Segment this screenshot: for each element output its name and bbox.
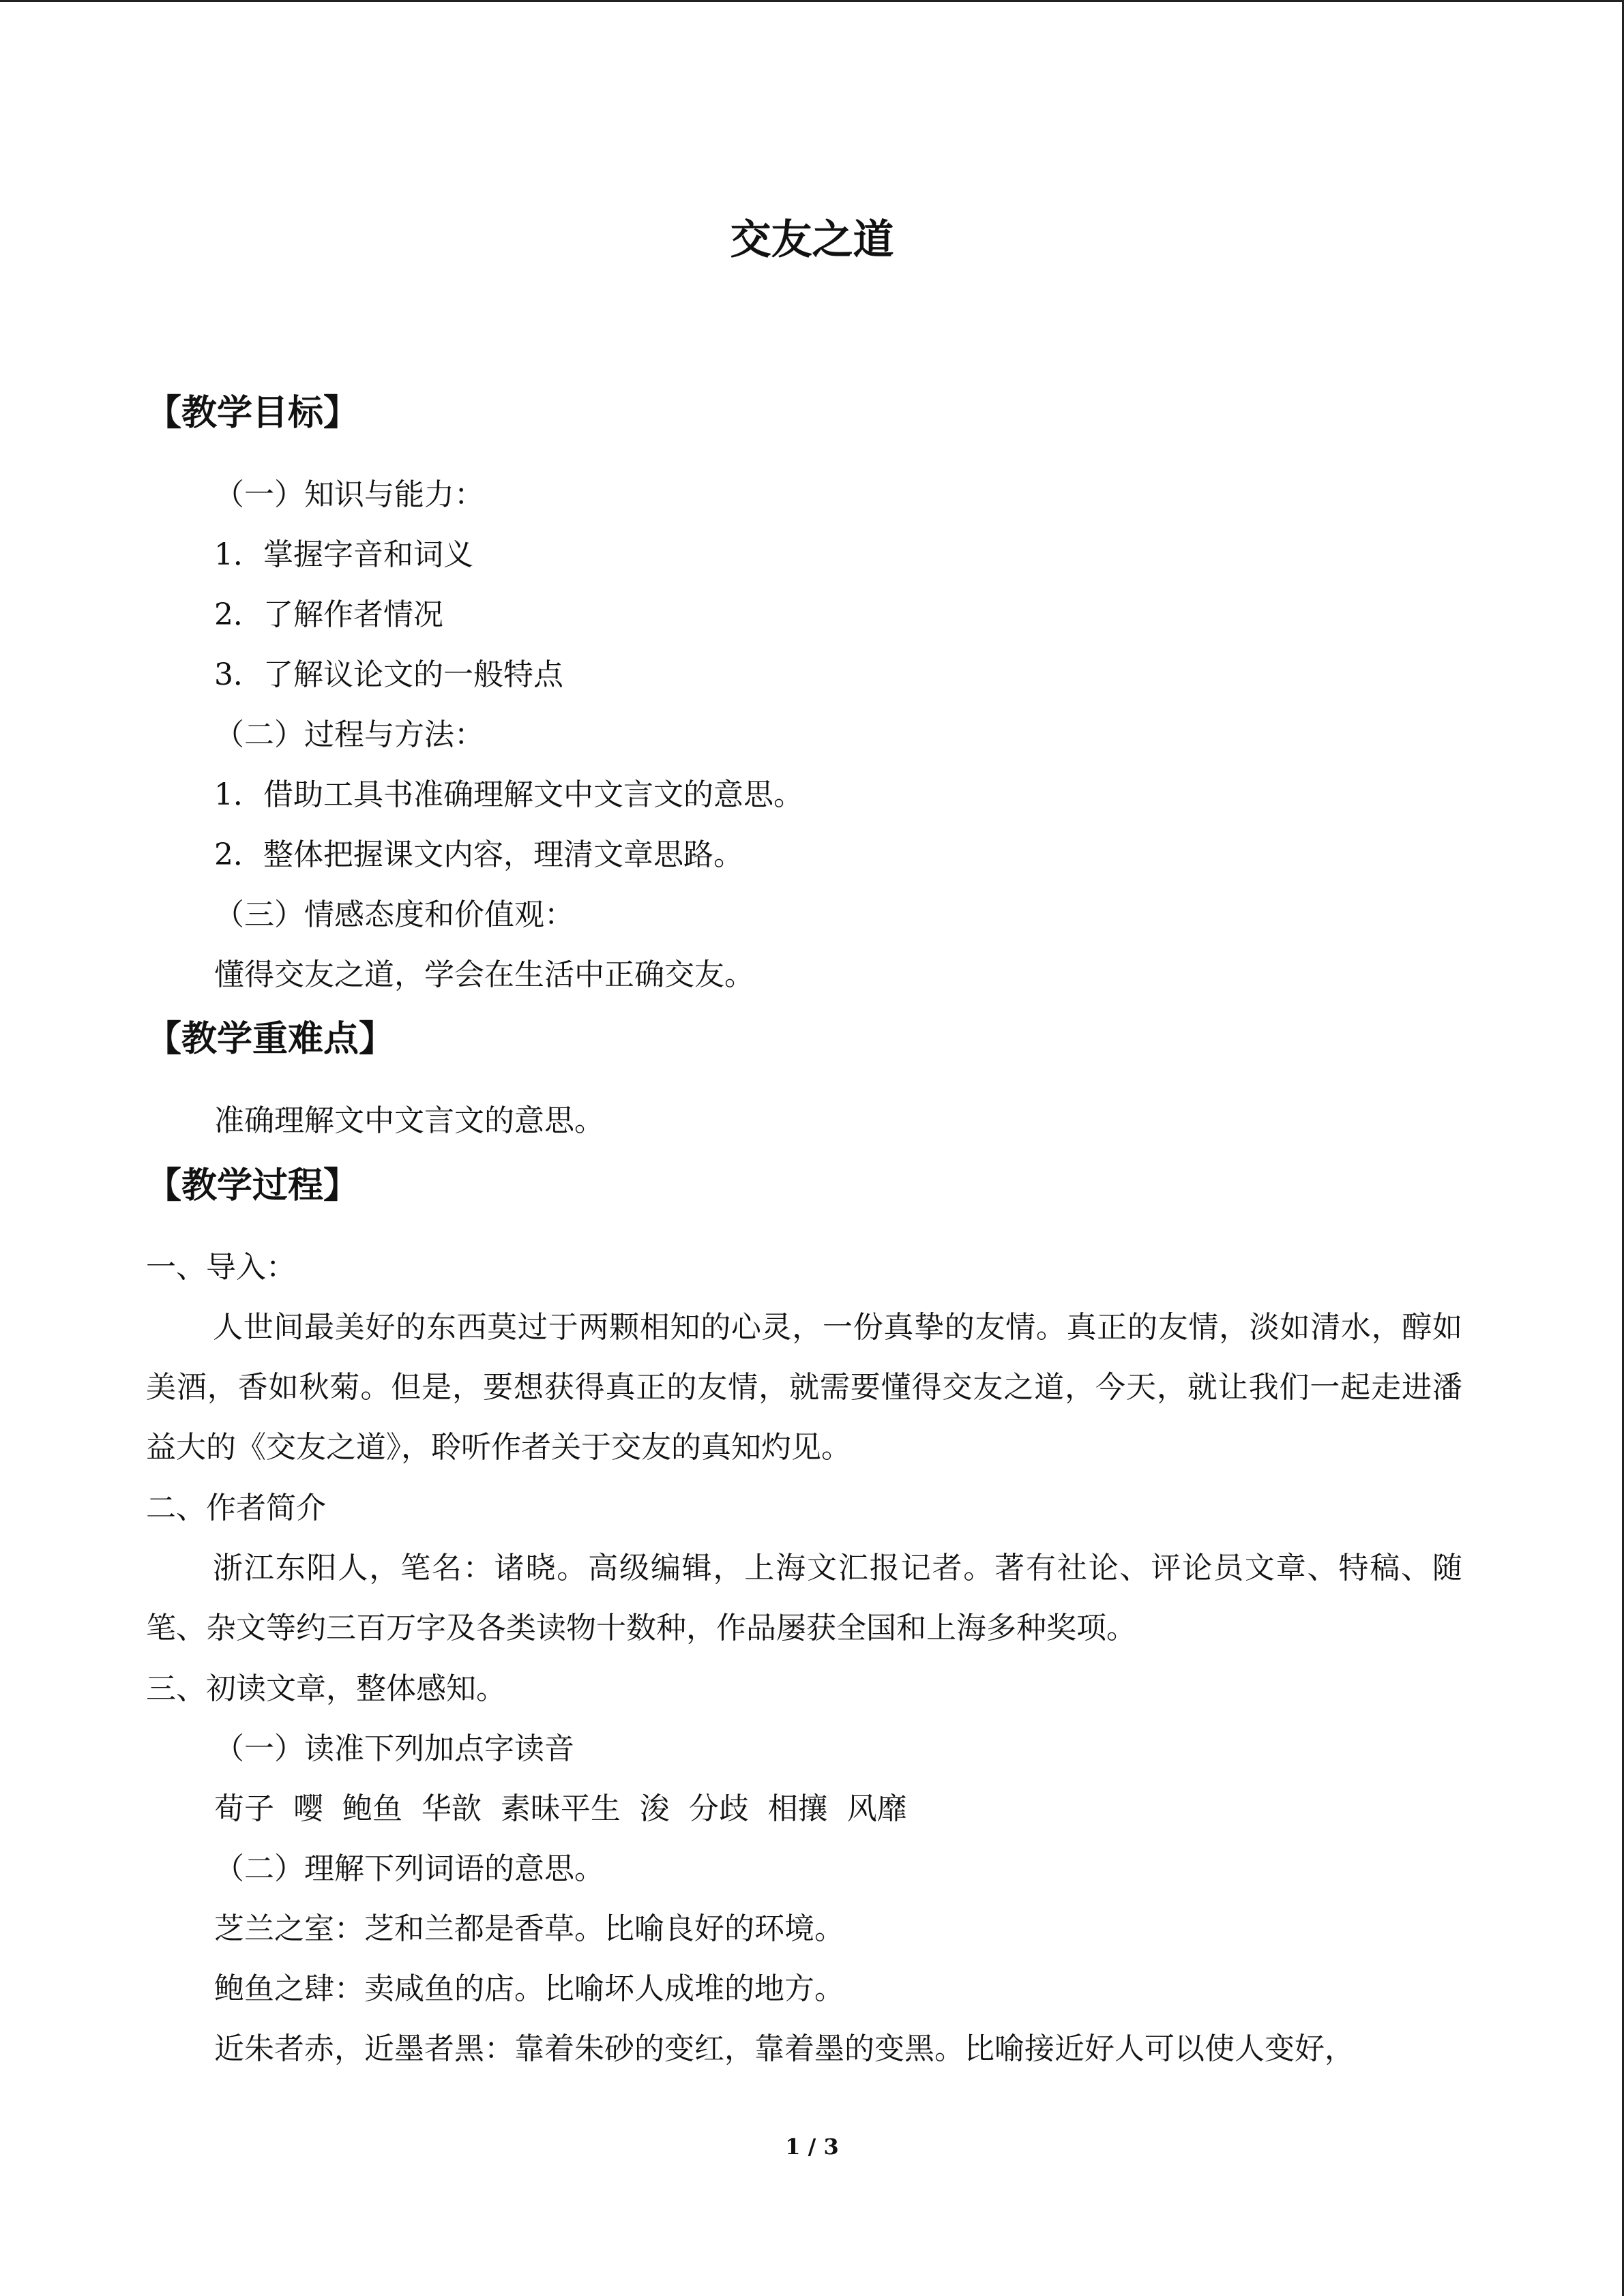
author-intro-paragraph: 浙江东阳人，笔名：诸晓。高级编辑，上海文汇报记者。著有社论、评论员文章、特稿、随笔、杂文等约三百万字及各类读物十数种，作品屡获全国和上海多种奖项。 <box>146 1551 1462 1645</box>
document-title: 交友之道 <box>730 216 894 264</box>
emotion-values-text: 懂得交友之道，学会在生活中正确交友。 <box>214 957 754 992</box>
heading-teaching-objectives: 【教学目标】 <box>146 393 359 434</box>
word-meaning-item-2: 鲍鱼之肆：卖咸鱼的店。比喻坏人成堆的地方。 <box>214 1971 844 2006</box>
intro-label: 一、导入： <box>146 1250 296 1285</box>
knowledge-ability-label: （一）知识与能力： <box>214 477 484 512</box>
emotion-values-label: （三）情感态度和价值观： <box>214 897 574 932</box>
word-meaning-item-1: 芝兰之室：芝和兰都是香草。比喻良好的环境。 <box>214 1911 844 1946</box>
process-method-label: （二）过程与方法： <box>214 717 484 752</box>
knowledge-item-1: 1．掌握字音和词义 <box>214 537 473 572</box>
author-intro-label: 二、作者简介 <box>146 1491 326 1525</box>
process-item-2: 2．整体把握课文内容，理清文章思路。 <box>214 837 743 872</box>
first-reading-label: 三、初读文章，整体感知。 <box>146 1671 506 1706</box>
heading-key-difficult-points: 【教学重难点】 <box>146 1019 395 1060</box>
word-meaning-label: （二）理解下列词语的意思。 <box>214 1851 604 1886</box>
knowledge-item-3: 3．了解议论文的一般特点 <box>214 657 563 692</box>
pronunciation-words: 荀子 嘤 鲍鱼 华歆 素昧平生 浚 分歧 相攘 风靡 <box>214 1791 907 1826</box>
intro-paragraph: 人世间最美好的东西莫过于两颗相知的心灵，一份真挚的友情。真正的友情，淡如清水，醇如美酒，香如秋菊。但是，要想获得真正的友情，就需要懂得交友之道，今天，就让我们一起走进潘益大的《交友之道》，聆听作者关于交友的真知灼见。 <box>146 1310 1462 1465</box>
key-points-text: 准确理解文中文言文的意思。 <box>214 1103 604 1138</box>
knowledge-item-2: 2．了解作者情况 <box>214 597 443 632</box>
process-item-1: 1．借助工具书准确理解文中文言文的意思。 <box>214 777 803 812</box>
page-number: 1 / 3 <box>785 2134 839 2160</box>
word-meaning-item-3: 近朱者赤，近墨者黑：靠着朱砂的变红，靠着墨的变黑。比喻接近好人可以使人变好， <box>214 2031 1355 2066</box>
heading-teaching-process: 【教学过程】 <box>146 1165 359 1206</box>
page-border-top <box>0 0 1624 2</box>
pronunciation-label: （一）读准下列加点字读音 <box>214 1731 574 1766</box>
